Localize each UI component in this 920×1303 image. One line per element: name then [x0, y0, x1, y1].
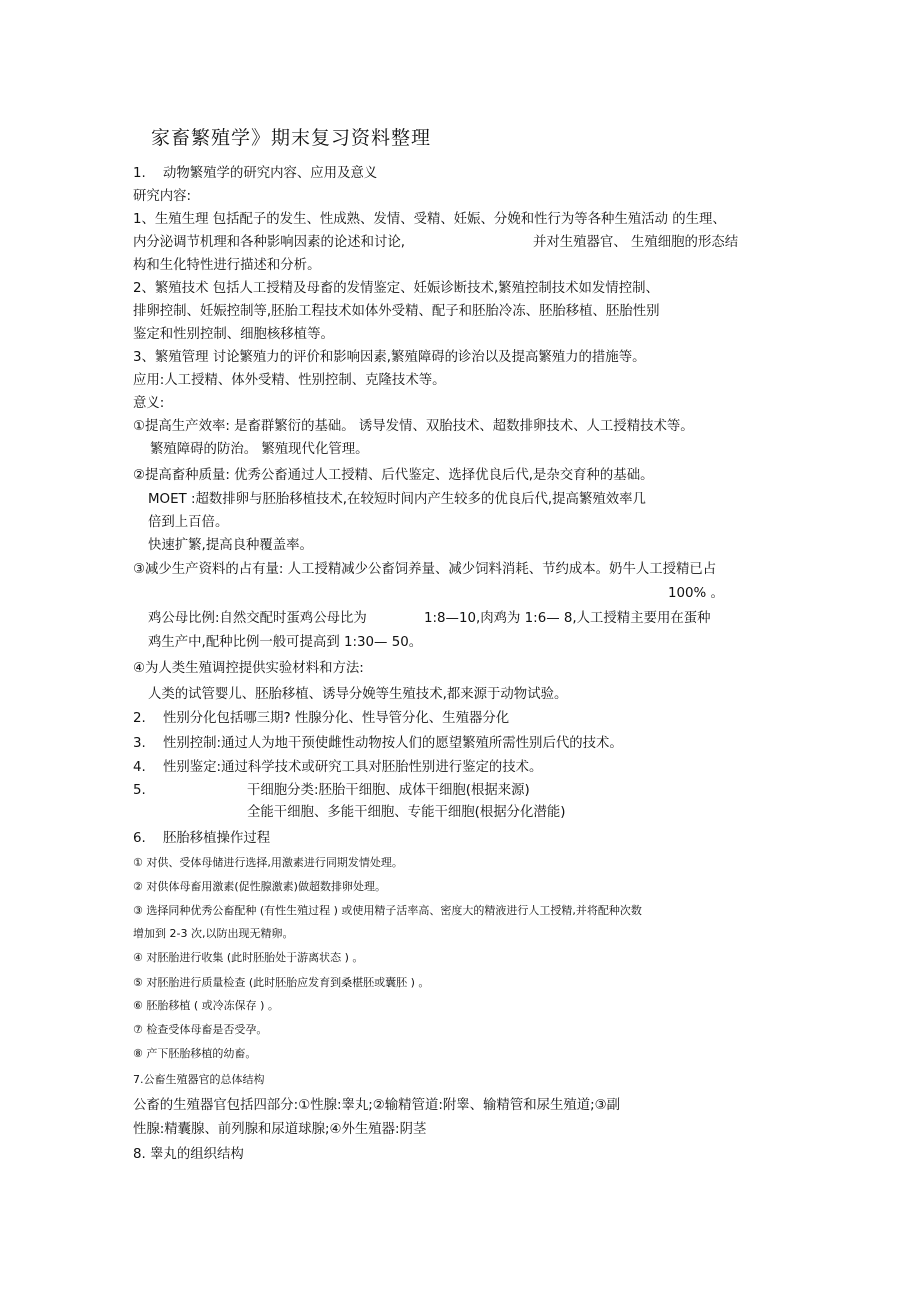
q1-p2-line3: 鉴定和性别控制、细胞核移植等。	[133, 327, 334, 342]
q1-p1-line3: 构和生化特性进行描述和分析。	[133, 258, 321, 273]
page-title: 家畜繁殖学》期末复习资料整理	[151, 127, 432, 149]
q6-step3-line2: 增加到 2-3 次,以防出现无精卵。	[133, 927, 294, 940]
q5-number: 5.	[133, 783, 146, 798]
q1-heading	[133, 165, 377, 183]
q6-step8: ⑧ 产下胚胎移植的幼畜。	[133, 1047, 257, 1060]
q1-p1-line1: 1、生殖生理 包括配子的发生、性成熟、发情、受精、妊娠、分娩和性行为等各种生殖活动 的生理、	[133, 212, 726, 227]
q8-title: 8. 睾丸的组织结构	[133, 1147, 244, 1162]
q1-m1-line1: ①提高生产效率: 是畜群繁衍的基础。 诱导发情、双胎技术、超数排卵技术、人工授精技术等。	[133, 419, 694, 434]
q1-p2-line2: 排卵控制、妊娠控制等,胚胎工程技术如体外受精、配子和胚胎冷冻、胚胎移植、胚胎性别	[133, 304, 660, 319]
q6-step6: ⑥ 胚胎移植 ( 或冷冻保存 ) 。	[133, 999, 279, 1012]
q6-step4: ④ 对胚胎进行收集 (此时胚胎处于游离状态 ) 。	[133, 951, 364, 964]
q1-m4-line2: 人类的试管婴儿、胚胎移植、诱导分娩等生殖技术,都来源于动物试验。	[148, 687, 568, 702]
q1-p2-line1: 2、繁殖技术 包括人工授精及母畜的发情鉴定、妊娠诊断技术,繁殖控制技术如发情控制、	[133, 281, 659, 296]
q6-text: 胚胎移植操作过程	[163, 831, 271, 846]
q4-text: 性别鉴定:通过科学技术或研究工具对胚胎性别进行鉴定的技术。	[163, 760, 543, 775]
q1-m3-line3a: 鸡公母比例:自然交配时蛋鸡公母比为	[148, 611, 367, 626]
q1-m4-line1: ④为人类生殖调控提供实验材料和方法:	[133, 661, 364, 676]
q7-title: 7.公畜生殖器官的总体结构	[133, 1073, 265, 1086]
q1-m3-line2: 100% 。	[668, 586, 724, 601]
q6-step2: ② 对供体母畜用激素(促性腺激素)做超数排卵处理。	[133, 880, 386, 893]
q3-text: 性别控制:通过人为地干预使雌性动物按人们的愿望繁殖所需性别后代的技术。	[163, 736, 623, 751]
q7-line1: 公畜的生殖器官包括四部分:①性腺:睾丸;②输精管道:附睾、输精管和尿生殖道;③副	[133, 1098, 621, 1113]
q6-step5: ⑤ 对胚胎进行质量检查 (此时胚胎应发育到桑椹胚或囊胚 ) 。	[133, 976, 430, 989]
q6-step3-line1: ③ 选择同种优秀公畜配种 (有性生殖过程 ) 或使用精子活率高、密度大的精液进行人工授精,并将配种次数	[133, 904, 642, 917]
q1-content-label: 研究内容:	[133, 189, 192, 204]
q2-number: 2.	[133, 711, 146, 726]
q1-m2-line4: 快速扩繁,提高良种覆盖率。	[148, 538, 313, 553]
q2-text: 性别分化包括哪三期? 性腺分化、性导管分化、生殖器分化	[163, 711, 510, 726]
q1-m2-line3: 倍到上百倍。	[148, 515, 229, 530]
q1-m2-line2: MOET :超数排卵与胚胎移植技术,在较短时间内产生较多的优良后代,提高繁殖效率几	[148, 492, 646, 507]
q1-m2-line1: ②提高畜种质量: 优秀公畜通过人工授精、后代鉴定、选择优良后代,是杂交育种的基础。	[133, 468, 654, 483]
q6-step1: ① 对供、受体母储进行选择,用激素进行同期发情处理。	[133, 856, 403, 869]
q1-m3-line4: 鸡生产中,配种比例一般可提高到 1:30— 50。	[148, 635, 423, 650]
q1-meaning-label: 意义:	[133, 396, 165, 411]
q5-line2: 全能干细胞、多能干细胞、专能干细胞(根据分化潜能)	[247, 805, 566, 820]
q6-heading	[133, 830, 270, 848]
q1-p3: 3、繁殖管理 讨论繁殖力的评价和影响因素,繁殖障碍的诊治以及提高繁殖力的措施等。	[133, 350, 646, 365]
q6-number: 6.	[133, 831, 146, 846]
q6-step7: ⑦ 检查受体母畜是否受孕。	[133, 1023, 268, 1036]
q1-application: 应用:人工授精、体外受精、性别控制、克隆技术等。	[133, 373, 446, 388]
q1-p1-line2a: 内分泌调节机理和各种影响因素的论述和讨论,	[133, 235, 406, 250]
q2-item	[133, 710, 509, 728]
q3-number: 3.	[133, 736, 146, 751]
q4-number: 4.	[133, 760, 146, 775]
q1-number: 1.	[133, 166, 146, 181]
q1-text: 动物繁殖学的研究内容、应用及意义	[163, 166, 378, 181]
q4-item	[133, 759, 542, 777]
q1-p1-line2b: 并对生殖器官、 生殖细胞的形态结	[533, 235, 739, 250]
q7-line2: 性腺:精囊腺、前列腺和尿道球腺;④外生殖器:阴茎	[133, 1122, 427, 1137]
q3-item	[133, 735, 623, 753]
q5-line1: 干细胞分类:胚胎干细胞、成体干细胞(根据来源)	[247, 783, 530, 798]
q1-m3-line1: ③减少生产资料的占有量: 人工授精减少公畜饲养量、减少饲料消耗、节约成本。奶牛人工授精已占	[133, 562, 717, 577]
q1-m3-line3b: 1:8—10,肉鸡为 1:6— 8,人工授精主要用在蛋种	[424, 611, 711, 626]
q1-m1-line2: 繁殖障碍的防治。 繁殖现代化管理。	[150, 442, 369, 457]
